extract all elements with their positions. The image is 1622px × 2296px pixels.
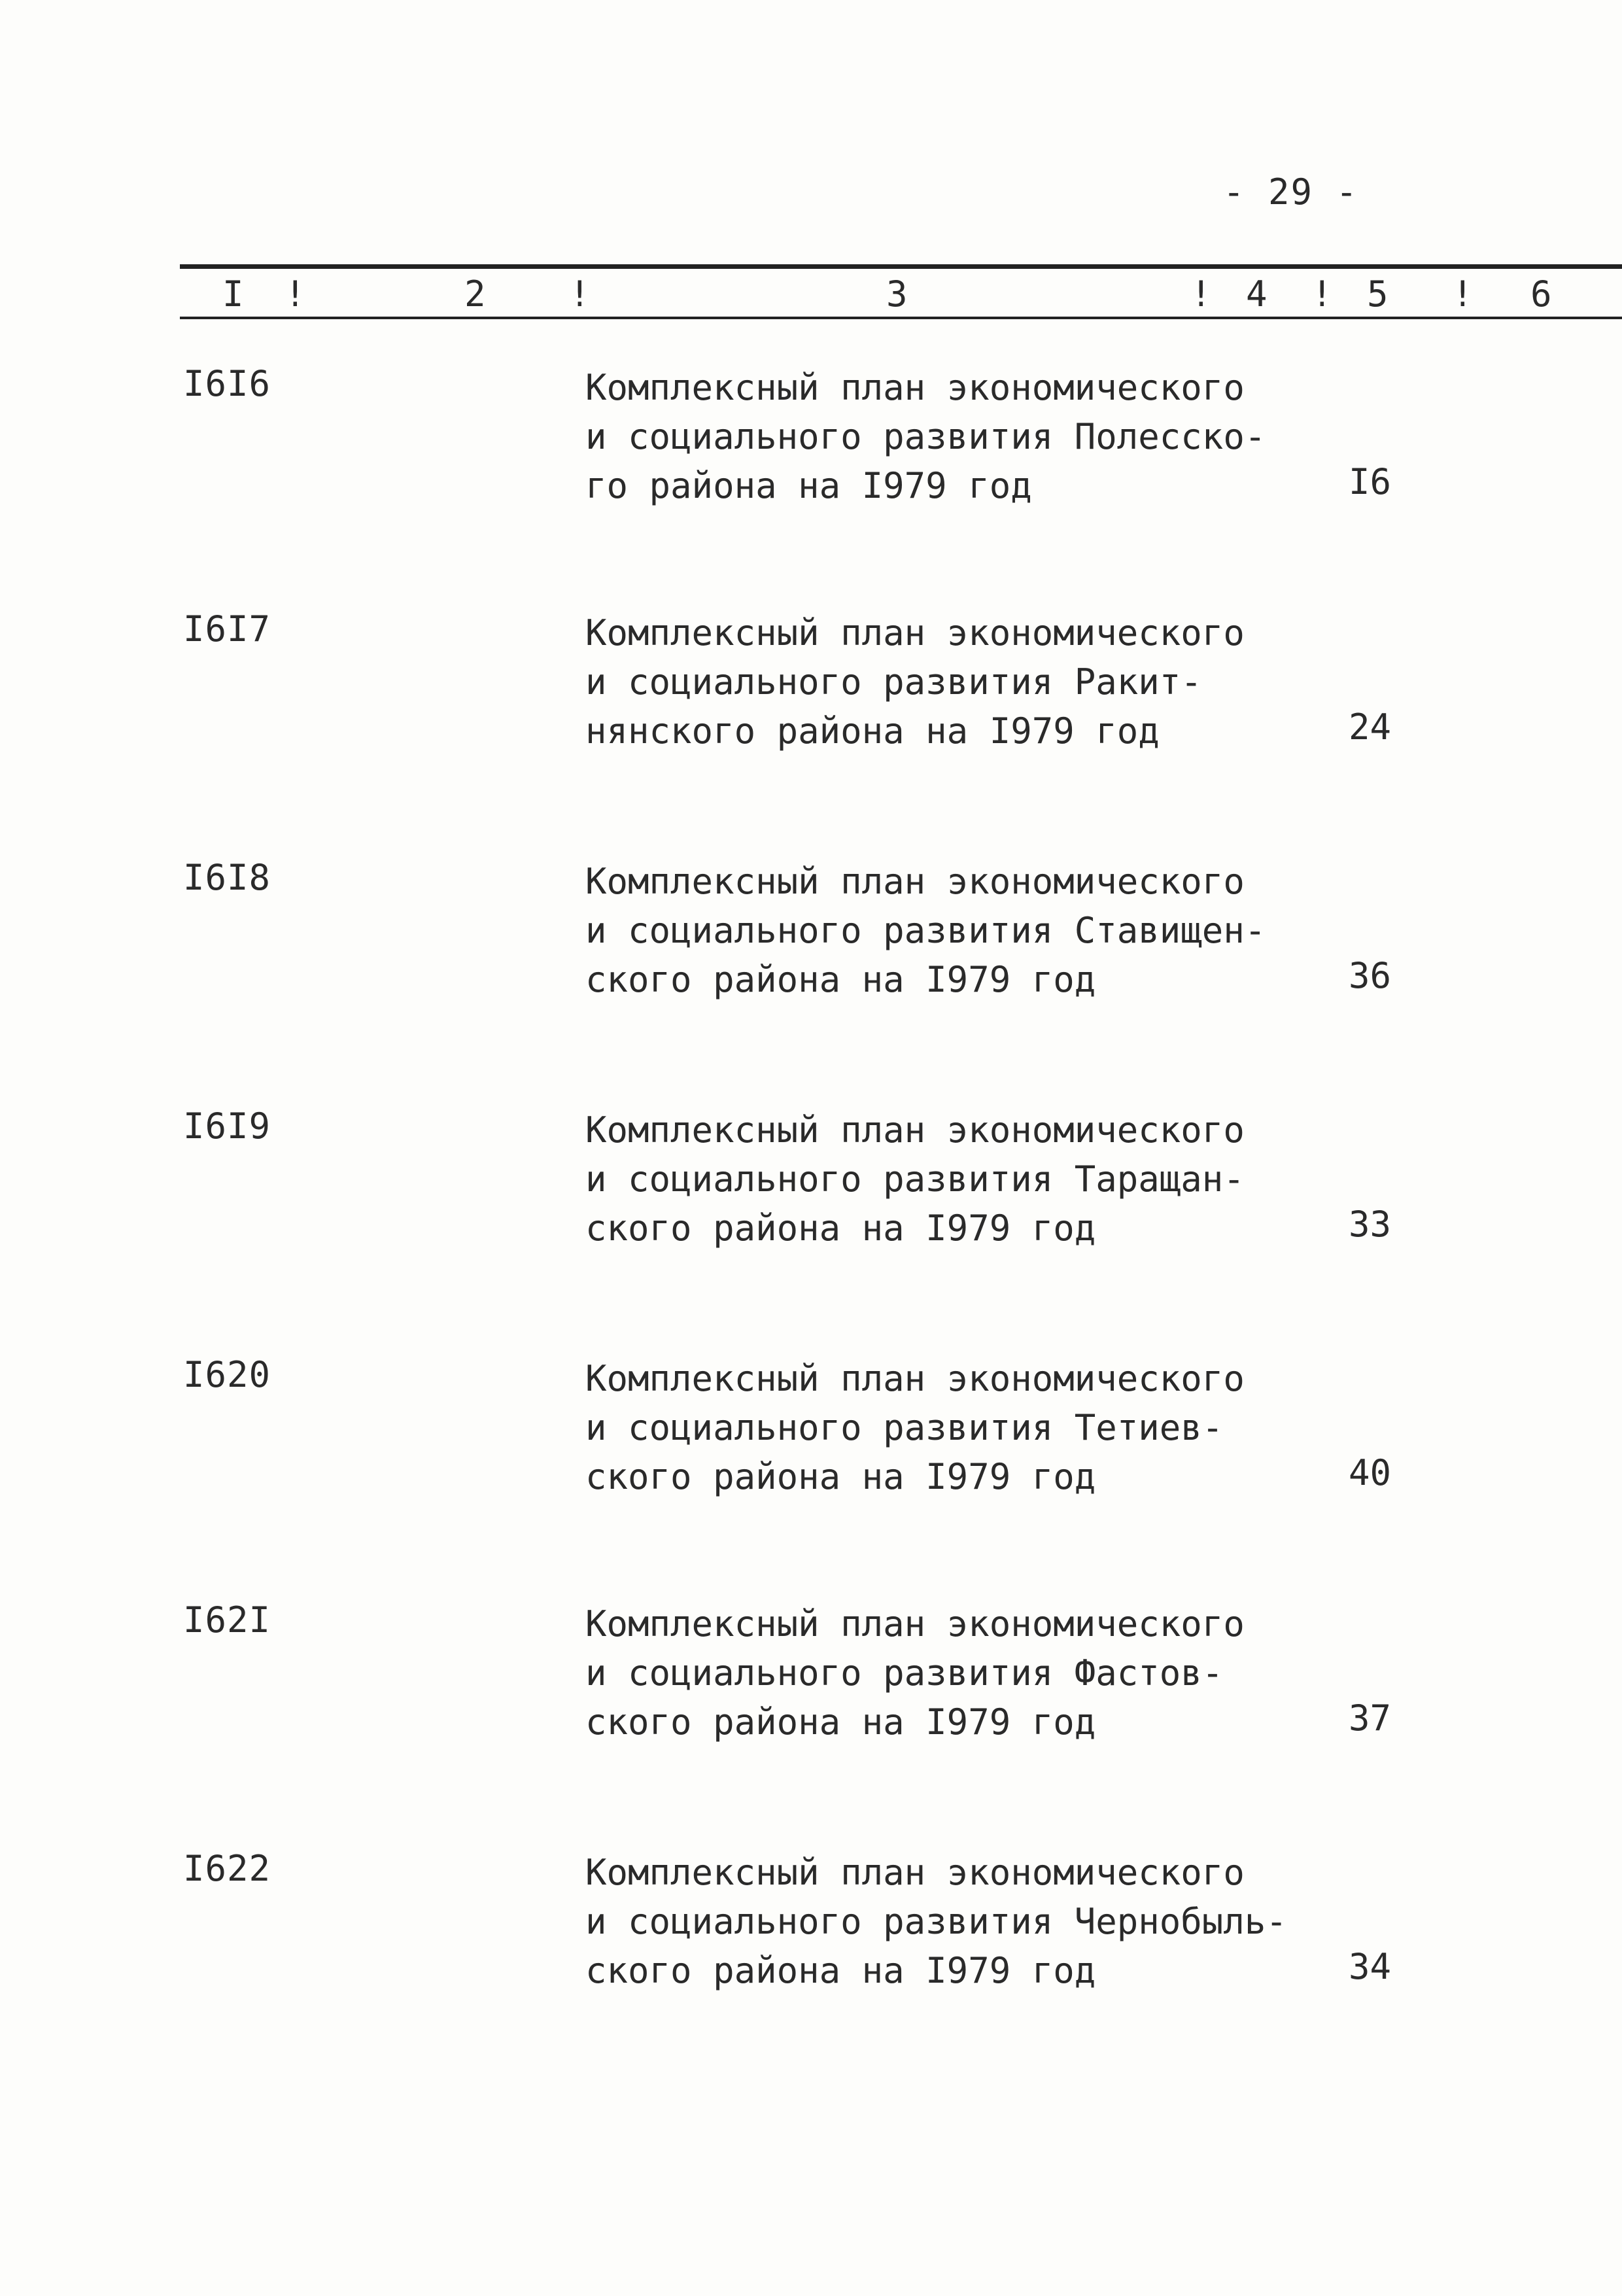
list-item bbox=[0, 1105, 1622, 1302]
col-separator: ! bbox=[285, 273, 306, 315]
col-header-4: 4 bbox=[1246, 273, 1268, 315]
entry-description: Комплексный план экономического и социального развития Ракит- нянского района на I979 год bbox=[585, 612, 1245, 752]
entry-pages: 24 bbox=[1349, 706, 1392, 748]
entry-description: Комплексный план экономического и социального развития Фастов- ского района на I979 год bbox=[585, 1603, 1245, 1743]
entry-pages: 37 bbox=[1349, 1697, 1392, 1739]
entry-description: Комплексный план экономического и социального развития Тетиев- ского района на I979 год bbox=[585, 1358, 1245, 1497]
list-item bbox=[0, 857, 1622, 1053]
entry-description: Комплексный план экономического и социального развития Таращан- ского района на I979 год bbox=[585, 1109, 1245, 1249]
entry-number: I6I8 bbox=[183, 857, 271, 898]
entry-number: I62I bbox=[183, 1599, 271, 1641]
entry-description: Комплексный план экономического и социального развития Полесско- го района на I979 год bbox=[585, 367, 1266, 506]
entry-pages: 33 bbox=[1349, 1204, 1392, 1245]
entry-pages: I6 bbox=[1349, 461, 1392, 502]
col-separator: ! bbox=[1452, 273, 1474, 315]
entry-pages: 34 bbox=[1349, 1946, 1392, 1987]
entry-number: I622 bbox=[183, 1848, 271, 1889]
entry-number: I6I6 bbox=[183, 363, 271, 404]
entry-description: Комплексный план экономического и социального развития Чернобыль- ского района на I979 год bbox=[585, 1852, 1287, 1991]
col-header-6: 6 bbox=[1530, 273, 1552, 315]
header-rule-top bbox=[180, 264, 1622, 269]
entry-pages: 40 bbox=[1349, 1452, 1392, 1493]
col-header-3: 3 bbox=[886, 273, 908, 315]
list-item bbox=[0, 363, 1622, 559]
col-header-2: 2 bbox=[464, 273, 486, 315]
col-separator: ! bbox=[1311, 273, 1333, 315]
col-separator: ! bbox=[569, 273, 591, 315]
entry-number: I6I7 bbox=[183, 608, 271, 650]
col-header-5: 5 bbox=[1367, 273, 1389, 315]
entry-number: I620 bbox=[183, 1354, 271, 1395]
col-header-1: I bbox=[222, 273, 244, 315]
list-item bbox=[0, 608, 1622, 805]
page-number: - 29 - bbox=[1223, 171, 1359, 213]
list-item bbox=[0, 1599, 1622, 1796]
entry-number: I6I9 bbox=[183, 1105, 271, 1147]
col-separator: ! bbox=[1190, 273, 1212, 315]
list-item bbox=[0, 1848, 1622, 2044]
header-rule-bottom bbox=[180, 317, 1622, 319]
entry-description: Комплексный план экономического и социального развития Ставищен- ского района на I979 год bbox=[585, 861, 1266, 1000]
entry-pages: 36 bbox=[1349, 955, 1392, 996]
list-item bbox=[0, 1354, 1622, 1550]
